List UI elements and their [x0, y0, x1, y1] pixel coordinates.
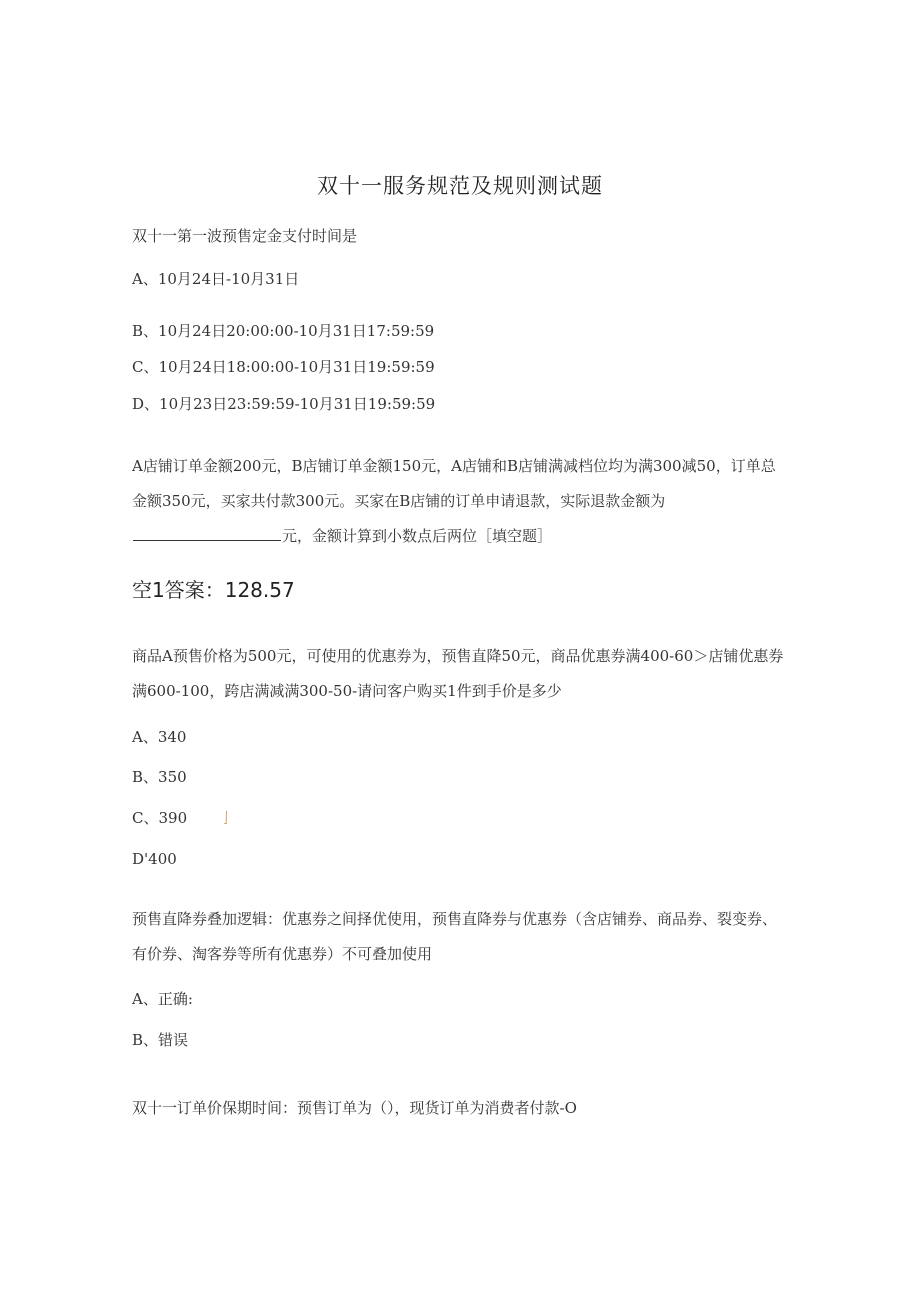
question-4-option-b: B、错误: [132, 1031, 189, 1049]
scan-mark-icon: [223, 810, 228, 825]
question-3-option-c: C、390: [132, 809, 188, 827]
question-3-option-d: D'400: [132, 850, 177, 868]
question-1-option-d: D、10月23日23:59:59-10月31日19:59:59: [132, 395, 436, 413]
question-2-stem-part-1: A店铺订单金额200元，B店铺订单金额150元，A店铺和B店铺满减档位均为满300减50，订单总金额350元，买家共付款300元。买家在B店铺的订单申请退款，实际退款金额为: [132, 457, 776, 510]
question-3-option-a: A、340: [132, 728, 187, 746]
question-2-answer: 空1答案：128.57: [132, 578, 295, 602]
question-2-stem-part-2: 元，金额计算到小数点后两位［填空题］: [282, 527, 553, 545]
document-title: 双十一服务规范及规则测试题: [317, 174, 603, 198]
question-3-option-b: B、350: [132, 768, 187, 786]
answer-blank: [133, 525, 281, 541]
question-5-stem: 双十一订单价保期时间：预售订单为（），现货订单为消费者付款-O: [132, 1099, 577, 1117]
question-1-stem: 双十一第一波预售定金支付时间是: [132, 227, 358, 245]
question-1-option-b: B、10月24日20:00:00-10月31日17:59:59: [132, 322, 435, 340]
question-4-stem: 预售直降券叠加逻辑：优惠券之间择优使用，预售直降券与优惠券（含店铺券、商品券、裂变券、有价券、淘客券等所有优惠券）不可叠加使用: [132, 910, 778, 963]
question-1-option-c: C、10月24日18:00:00-10月31日19:59:59: [132, 358, 435, 376]
question-3-stem: 商品A预售价格为500元，可使用的优惠券为，预售直降50元，商品优惠券满400-60＞店铺优惠券满600-100，跨店满减满300-50-请问客户购买1件到手价是多少: [132, 647, 784, 700]
question-1-option-a: A、10月24日-10月31日: [132, 270, 300, 288]
question-4-option-a: A、正确:: [132, 990, 193, 1008]
question-2-stem: [132, 449, 787, 554]
